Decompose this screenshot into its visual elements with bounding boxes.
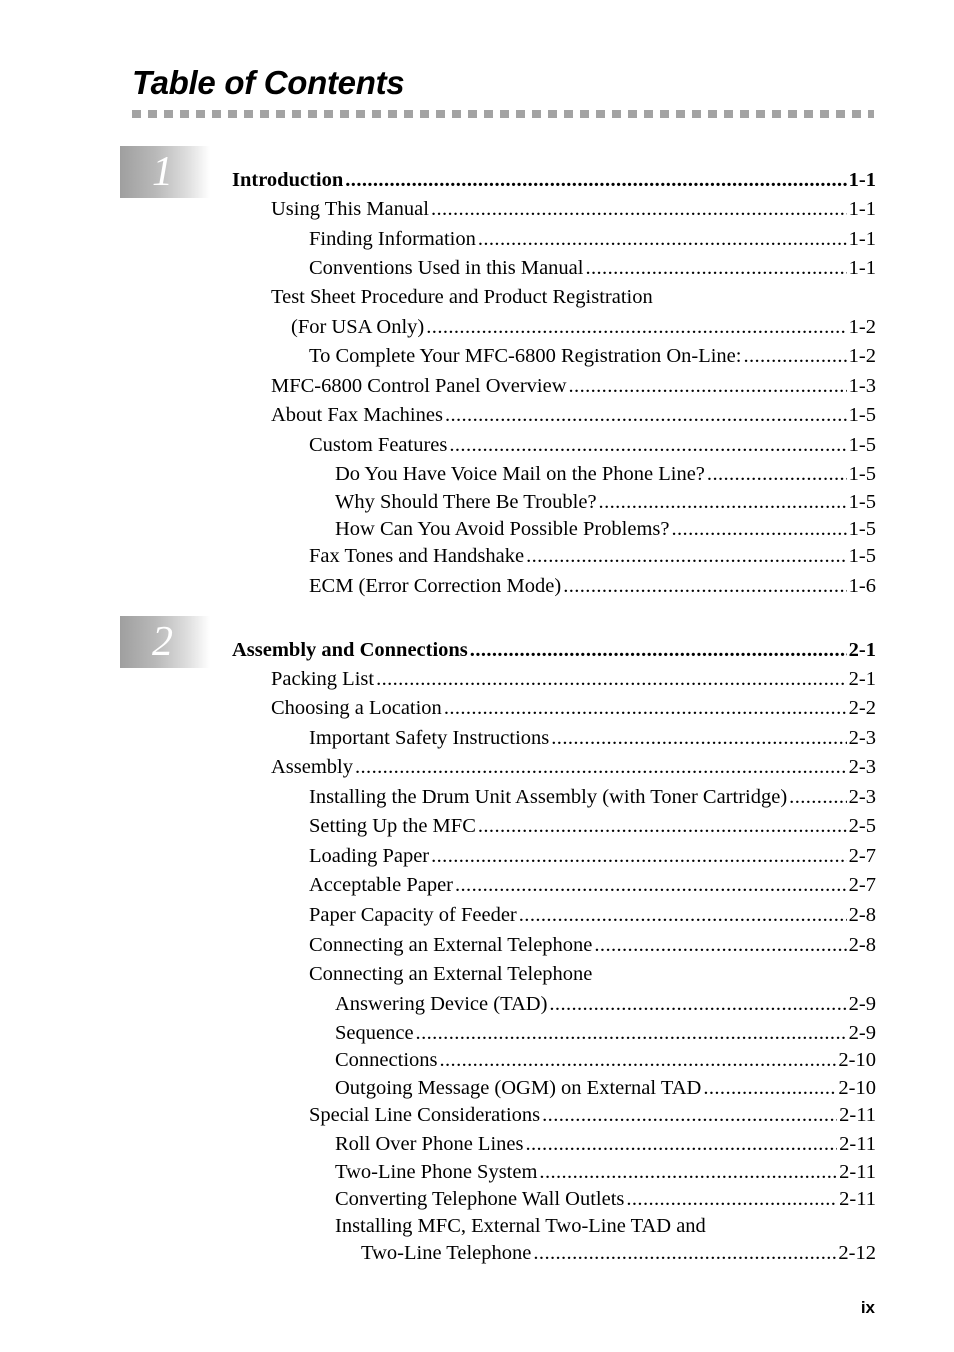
toc-dot-leader: [533, 1240, 836, 1266]
toc-entry-page: 1-2: [848, 316, 876, 338]
toc-entry-page: 2-10: [838, 1049, 876, 1071]
toc-dot-leader: [672, 516, 847, 542]
title-dashed-rule: [132, 110, 874, 118]
toc-entry[interactable]: [309, 843, 876, 869]
toc-entry[interactable]: [309, 343, 876, 369]
toc-dot-leader: [455, 872, 847, 898]
toc-entry-page: 1-1: [848, 169, 876, 191]
toc-entry-page: 2-3: [848, 786, 876, 808]
toc-entry-title: (For USA Only): [291, 316, 425, 338]
toc-entry-page: 2-11: [839, 1188, 876, 1210]
toc-entry-title: How Can You Avoid Possible Problems?: [335, 518, 670, 540]
toc-entry-page: 2-7: [848, 845, 876, 867]
toc-dot-leader: [440, 1047, 837, 1073]
chapter-2-tab: [120, 616, 210, 668]
toc-entry-page: 1-5: [848, 463, 876, 485]
toc-entry[interactable]: [309, 961, 592, 987]
toc-dot-leader: [478, 226, 847, 252]
toc-entry[interactable]: [335, 1186, 876, 1212]
page-number: ix: [860, 1298, 875, 1317]
toc-entry[interactable]: [309, 784, 876, 810]
toc-entry-page: 2-11: [839, 1161, 876, 1183]
toc-entry[interactable]: [309, 1102, 876, 1128]
toc-dot-leader: [444, 695, 847, 721]
toc-entry-title: Important Safety Instructions: [309, 727, 550, 749]
toc-dot-leader: [431, 843, 847, 869]
toc-entry-title: Setting Up the MFC: [309, 815, 476, 837]
chapter-1-number: 1: [152, 149, 173, 195]
toc-dot-leader: [470, 637, 847, 663]
toc-entry[interactable]: [335, 1213, 706, 1239]
toc-entry-title: Introduction: [232, 169, 344, 191]
toc-entry-page: 2-1: [848, 639, 876, 661]
toc-entry-title: Choosing a Location: [271, 697, 442, 719]
toc-entry-title: About Fax Machines: [271, 404, 443, 426]
toc-entry-page: 2-8: [848, 934, 876, 956]
toc-dot-leader: [345, 167, 846, 193]
toc-entry[interactable]: [335, 991, 876, 1017]
toc-dot-leader: [743, 343, 846, 369]
toc-entry[interactable]: [271, 754, 876, 780]
toc-entry-page: 2-8: [848, 904, 876, 926]
toc-entry-page: 1-1: [848, 257, 876, 279]
toc-entry-title: Fax Tones and Handshake: [309, 545, 525, 567]
toc-dot-leader: [626, 1186, 837, 1212]
toc-dot-leader: [542, 1102, 837, 1128]
toc-entry-title: Installing MFC, External Two-Line TAD and: [335, 1215, 706, 1237]
toc-entry[interactable]: [271, 666, 876, 692]
toc-entry[interactable]: [309, 543, 876, 569]
toc-entry-page: 1-5: [848, 545, 876, 567]
toc-entry[interactable]: [361, 1240, 876, 1266]
toc-entry-page: 2-9: [848, 1022, 876, 1044]
toc-entry-title: Assembly: [271, 756, 353, 778]
toc-dot-leader: [526, 543, 847, 569]
toc-entry-title: Installing the Drum Unit Assembly (with Toner Cartridge): [309, 786, 788, 808]
toc-entry[interactable]: [271, 373, 876, 399]
toc-entry-page: 1-5: [848, 404, 876, 426]
toc-entry[interactable]: [335, 1131, 876, 1157]
toc-entry[interactable]: [309, 725, 876, 751]
toc-entry-title: Using This Manual: [271, 198, 429, 220]
toc-entry-page: 2-2: [848, 697, 876, 719]
toc-dot-leader: [569, 373, 847, 399]
toc-entry[interactable]: [335, 1047, 876, 1073]
toc-entry-title: Connections: [335, 1049, 438, 1071]
toc-entry-page: 1-3: [848, 375, 876, 397]
chapter-1-tab: [120, 146, 210, 198]
toc-entry[interactable]: [232, 167, 876, 193]
toc-entry-page: 2-1: [848, 668, 876, 690]
toc-dot-leader: [585, 255, 846, 281]
toc-entry-title: Conventions Used in this Manual: [309, 257, 584, 279]
toc-entry[interactable]: [335, 1159, 876, 1185]
toc-entry[interactable]: [271, 284, 653, 310]
chapter-2-number: 2: [152, 619, 173, 665]
toc-entry-page: 1-5: [848, 491, 876, 513]
toc-entry[interactable]: [271, 196, 876, 222]
toc-entry-title: Two-Line Phone System: [335, 1161, 538, 1183]
toc-entry[interactable]: [309, 573, 876, 599]
toc-dot-leader: [563, 573, 846, 599]
toc-entry[interactable]: [335, 516, 876, 542]
toc-entry-title: Roll Over Phone Lines: [335, 1133, 524, 1155]
toc-entry-page: 2-9: [848, 993, 876, 1015]
toc-dot-leader: [703, 1075, 836, 1101]
toc-dot-leader: [449, 432, 846, 458]
toc-entry-title: Packing List: [271, 668, 375, 690]
toc-entry[interactable]: [335, 1075, 876, 1101]
toc-entry-title: Do You Have Voice Mail on the Phone Line?: [335, 463, 705, 485]
toc-entry-title: MFC-6800 Control Panel Overview: [271, 375, 567, 397]
toc-entry-page: 2-3: [848, 727, 876, 749]
toc-dot-leader: [789, 784, 847, 810]
toc-entry[interactable]: [309, 902, 876, 928]
toc-entry-page: 2-5: [848, 815, 876, 837]
toc-entry-title: Finding Information: [309, 228, 476, 250]
toc-entry[interactable]: [309, 872, 876, 898]
toc-dot-leader: [599, 489, 847, 515]
toc-dot-leader: [376, 666, 847, 692]
toc-entry[interactable]: [309, 226, 876, 252]
toc-entry[interactable]: [309, 255, 876, 281]
toc-entry-page: 2-11: [839, 1104, 876, 1126]
toc-entry[interactable]: [291, 314, 876, 340]
toc-entry-title: Why Should There Be Trouble?: [335, 491, 597, 513]
toc-entry-page: 2-12: [838, 1242, 876, 1264]
toc-entry[interactable]: [335, 1020, 876, 1046]
toc-entry-page: 2-11: [839, 1133, 876, 1155]
toc-dot-leader: [551, 725, 846, 751]
toc-dot-leader: [525, 1131, 837, 1157]
toc-entry-title: Answering Device (TAD): [335, 993, 548, 1015]
toc-entry[interactable]: [271, 695, 876, 721]
toc-entry-page: 2-7: [848, 874, 876, 896]
toc-dot-leader: [416, 1020, 847, 1046]
toc-entry-title: Connecting an External Telephone: [309, 963, 593, 985]
toc-entry-title: Converting Telephone Wall Outlets: [335, 1188, 625, 1210]
toc-entry[interactable]: [232, 637, 876, 663]
toc-entry-title: Assembly and Connections: [232, 639, 468, 661]
page-title: Table of Contents: [132, 64, 405, 101]
toc-entry-page: 1-6: [848, 575, 876, 597]
toc-dot-leader: [355, 754, 847, 780]
toc-entry[interactable]: [271, 402, 876, 428]
toc-entry-title: Acceptable Paper: [309, 874, 453, 896]
toc-dot-leader: [478, 813, 847, 839]
toc-entry-title: Test Sheet Procedure and Product Registration: [271, 286, 653, 308]
toc-entry-title: Paper Capacity of Feeder: [309, 904, 517, 926]
toc-dot-leader: [549, 991, 846, 1017]
toc-entry[interactable]: [309, 432, 876, 458]
toc-entry-title: Connecting an External Telephone: [309, 934, 593, 956]
toc-dot-leader: [539, 1159, 837, 1185]
toc-dot-leader: [519, 902, 847, 928]
toc-entry[interactable]: [309, 813, 876, 839]
toc-dot-leader: [426, 314, 846, 340]
toc-entry-page: 1-2: [848, 345, 876, 367]
toc-entry-page: 2-10: [838, 1077, 876, 1099]
toc-dot-leader: [431, 196, 847, 222]
toc-entry-title: To Complete Your MFC-6800 Registration On-Line:: [309, 345, 742, 367]
toc-entry-page: 1-1: [848, 228, 876, 250]
toc-entry-title: Outgoing Message (OGM) on External TAD: [335, 1077, 702, 1099]
toc-entry[interactable]: [309, 932, 876, 958]
toc-dot-leader: [707, 461, 847, 487]
toc-entry-page: 2-3: [848, 756, 876, 778]
toc-entry-page: 1-5: [848, 518, 876, 540]
toc-entry-title: Custom Features: [309, 434, 448, 456]
toc-dot-leader: [594, 932, 846, 958]
toc-entry[interactable]: [335, 489, 876, 515]
toc-entry[interactable]: [335, 461, 876, 487]
toc-entry-title: ECM (Error Correction Mode): [309, 575, 562, 597]
toc-entry-page: 1-5: [848, 434, 876, 456]
toc-entry-title: Sequence: [335, 1022, 414, 1044]
toc-entry-title: Two-Line Telephone: [361, 1242, 532, 1264]
toc-entry-title: Loading Paper: [309, 845, 430, 867]
toc-dot-leader: [445, 402, 847, 428]
toc-entry-page: 1-1: [848, 198, 876, 220]
toc-entry-title: Special Line Considerations: [309, 1104, 541, 1126]
